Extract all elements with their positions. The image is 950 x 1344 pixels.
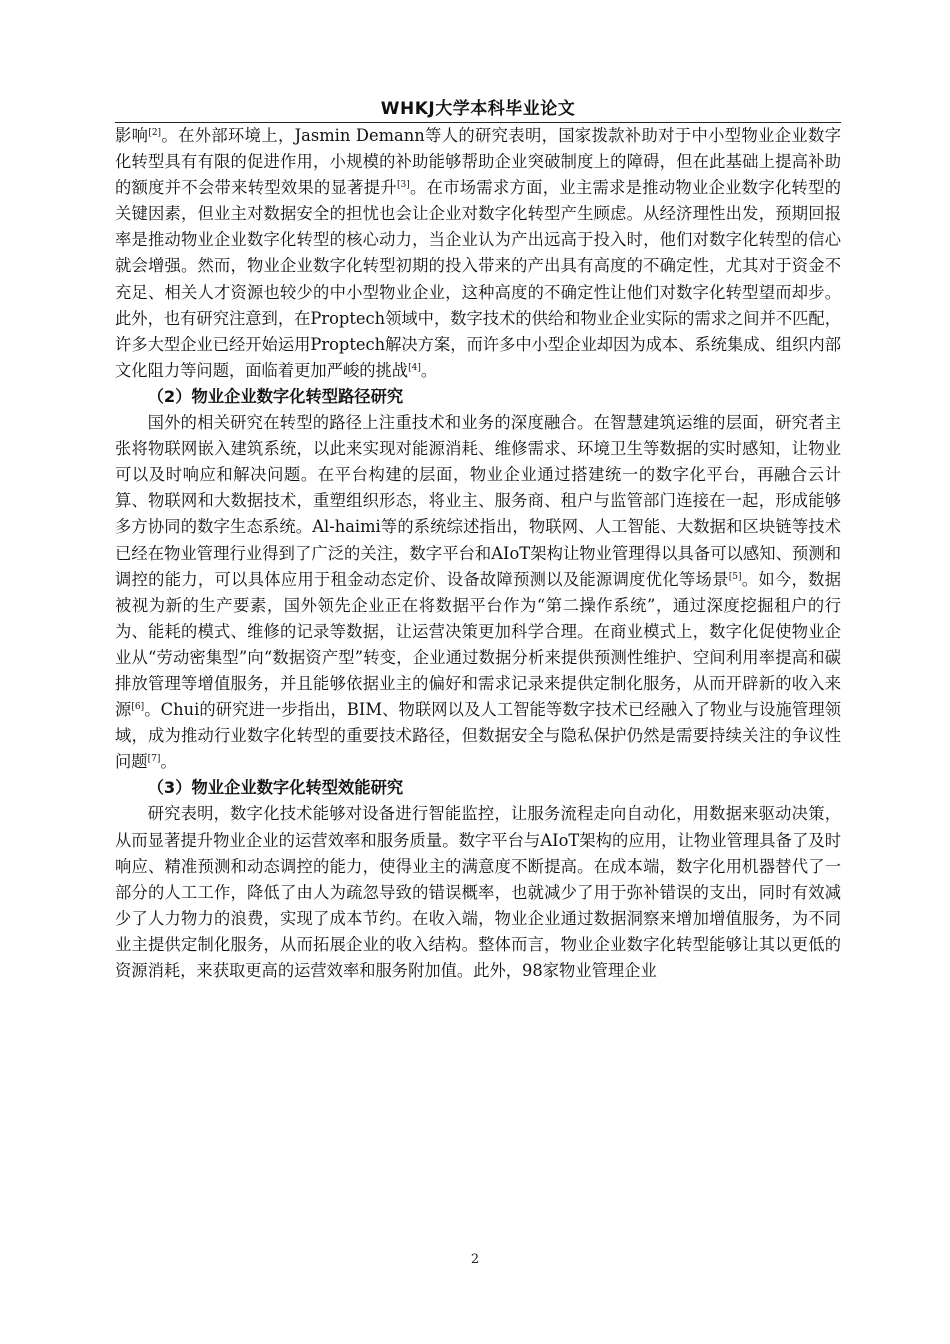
paragraph-text: 研究表明，数字化技术能够对设备进行智能监控，让服务流程走向自动化，用数据来驱动决策，从而显著提升物业企业的运营效率和服务质量。数字平台与AIoT架构的应用，让物业管理具备了及时响应、精准预测和动态调控的能力，使得业主的满意度不断提高。在成本端，数字化用机器替代了一部分的人工工作，降低了由人为疏忽导致的错误概率，也就减少了用于弥补错误的支出，同时有效减少了人力物力的浪费，实现了成本节约。在收入端，物业企业通过数据洞察来增加增值服务，为不同业主提供定制化服务，从而拓展企业的收入结构。整体而言，物业企业数字化转型能够让其以更低的资源消耗，来获取更高的运营效率和服务附加值。此外，98家物业管理企业 (115, 804, 841, 980)
paragraph-text: 。在外部环境上，Jasmin Demann等人的研究表明，国家拨款补助对于中小型物业企业数字化转型具有有限的促进作用，小规模的补助能够帮助企业突破制度上的障碍，但在此基础上提高补助的额度并不会带来转型效果的显著提升 (115, 126, 841, 198)
citation-ref: [4] (408, 362, 421, 373)
section-heading: （2）物业企业数字化转型路径研究 (147, 386, 404, 406)
citation-ref: [7] (147, 754, 161, 765)
section-heading: （3）物业企业数字化转型效能研究 (147, 778, 404, 798)
body-paragraph (115, 123, 841, 384)
citation-ref: [2] (148, 128, 162, 138)
page-number: 2 (470, 1252, 480, 1267)
body-paragraph (115, 410, 841, 775)
paragraph-text: 。 (420, 360, 438, 380)
citation-ref: [6] (131, 702, 145, 713)
body-content (115, 123, 841, 984)
running-header: WHKJ大学本科毕业论文 (380, 99, 576, 119)
paragraph-text: 。在市场需求方面，业主需求是推动物业企业数字化转型的关键因素，但业主对数据安全的担忧也会让企业对数字化转型产生顾虑。从经济理性出发，预期回报率是推动物业企业数字化转型的核心动力，当企业认为产出远高于投入时，他们对数字化转型的信心就会增强。然而，物业企业数字化转型初期的投入带来的产出具有高度的不确定性，尤其对于资金不充足、相关人才资源也较少的中小型物业企业，这种高度的不确定性让他们对数字化转型望而却步。此外，也有研究注意到，在Proptech领域中，数字技术的供给和物业企业实际的需求之间并不匹配，许多大型企业已经开始运用Proptech解决方案，而许多中小型企业却因为成本、系统集成、组织内部文化阻力等问题，面临着更加严峻的挑战 (115, 178, 841, 380)
citation-ref: [3] (396, 180, 410, 191)
paragraph-text: 。如今，数据被视为新的生产要素，国外领先企业正在将数据平台作为“第二操作系统”，通过深度挖掘租户的行为、能耗的模式、维修的记录等数据，让运营决策更加科学合理。在商业模式上，数字化促使物业企业从“劳动密集型”向“数据资产型”转变，企业通过数据分析来提供预测性维护、空间利用率提高和碳排放管理等增值服务，并且能够依据业主的偏好和需求记录来提供定制化服务，从而开辟新的收入来源 (115, 569, 841, 720)
paragraph-text: 国外的相关研究在转型的路径上注重技术和业务的深度融合。在智慧建筑运维的层面，研究者主张将物联网嵌入建筑系统，以此来实现对能源消耗、维修需求、环境卫生等数据的实时感知，让物业可以及时响应和解决问题。在平台构建的层面，物业企业通过搭建统一的数字化平台，再融合云计算、物联网和大数据技术，重塑组织形态，将业主、服务商、租户与监管部门连接在一起，形成能够多方协同的数字生态系统。Al-haimi等的系统综述指出，物联网、人工智能、大数据和区块链等技术已经在物业管理行业得到了广泛的关注，数字平台和AIoT架构让物业管理得以具备可以感知、预测和调控的能力，可以具体应用于租金动态定价、设备故障预测以及能源调度优化等场景 (115, 413, 841, 589)
paragraph-text: 影响 (115, 126, 149, 145)
paragraph-text: 。 (160, 752, 177, 772)
citation-ref: [5] (728, 571, 742, 582)
body-paragraph (115, 801, 841, 984)
paragraph-text: 。Chui的研究进一步指出，BIM、物联网以及人工智能等数字技术已经融入了物业与设施管理领域，成为推动行业数字化转型的重要技术路径，但数据安全与隐私保护仍然是需要持续关注的争议性问题 (115, 700, 841, 772)
